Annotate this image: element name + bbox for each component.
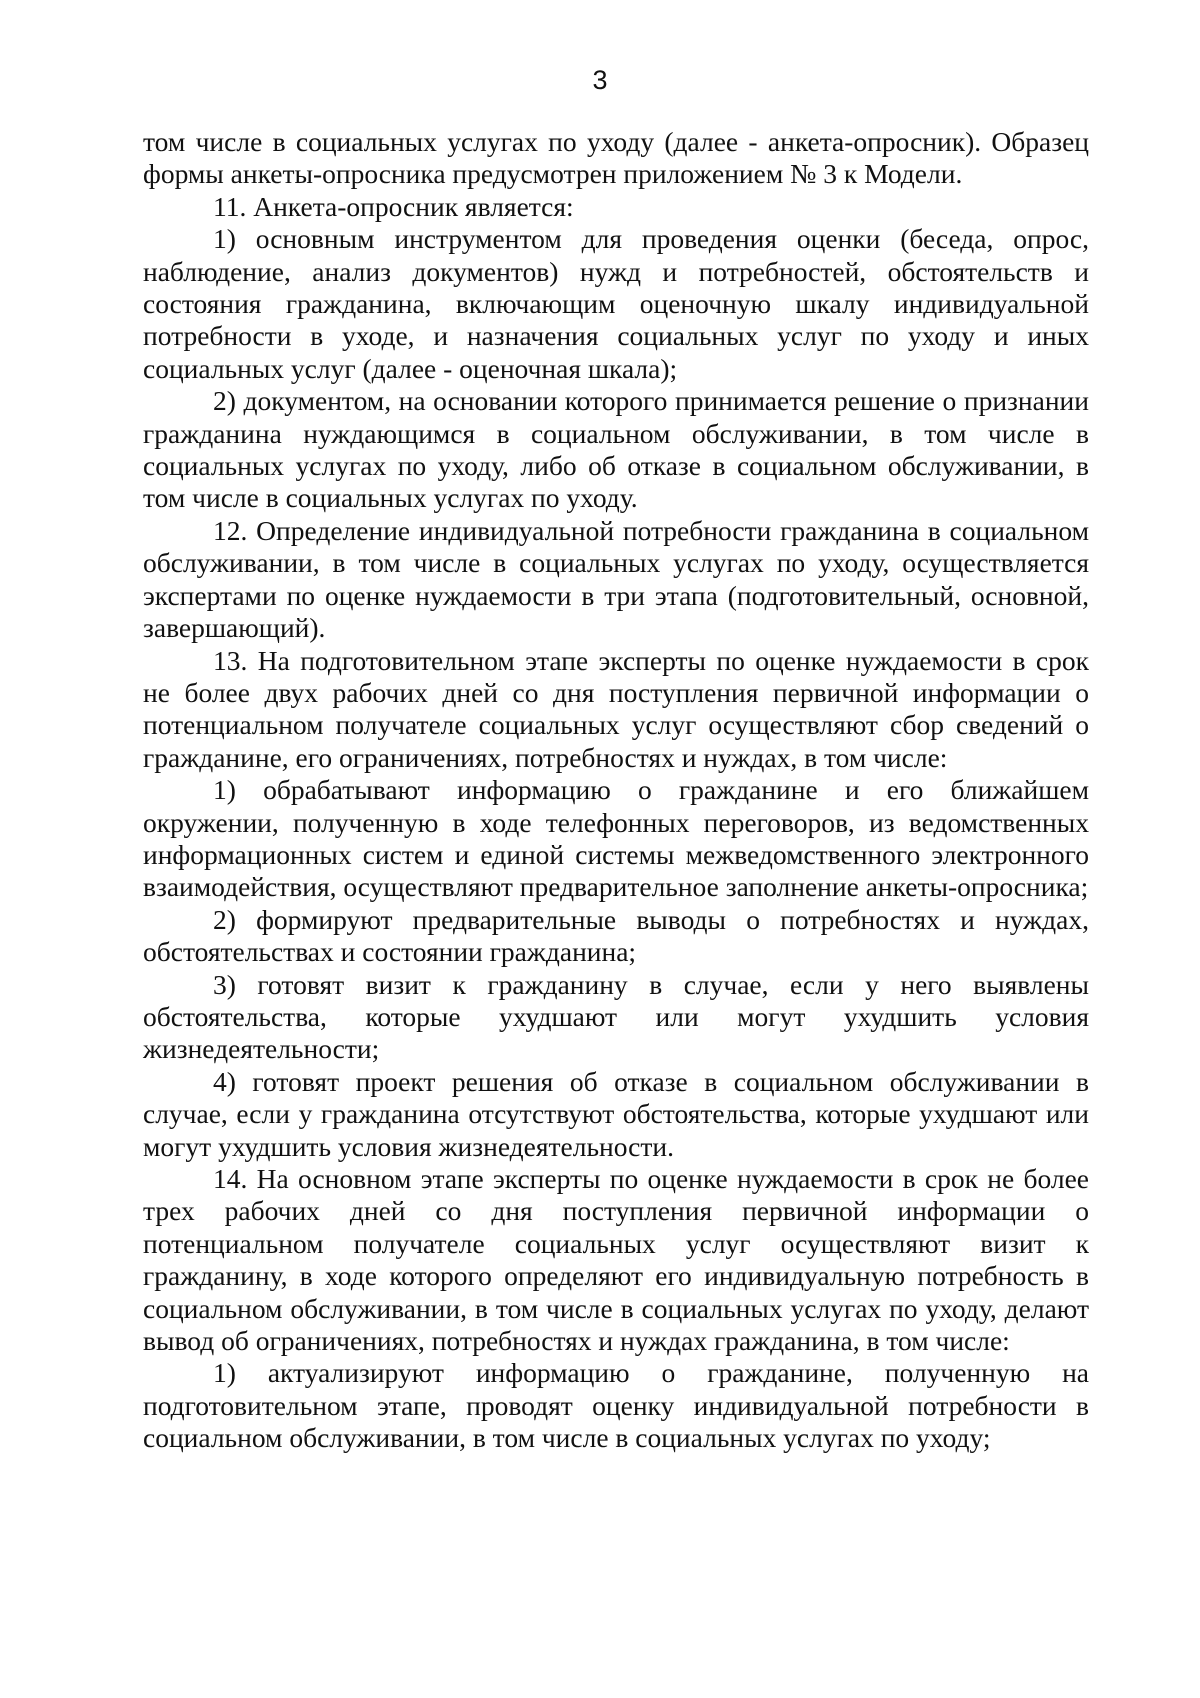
paragraph-14: 14. На основном этапе эксперты по оценке нуждаемости в срок не более трех рабочих дней со дня поступления первичной информации о потенциальном получателе социальных услуг осуществляют визит к гражданину, в ходе которого определяют его индивидуальную потребность в социальном обслуживании, в том числе в социальных услугах по уходу, делают вывод об ограничениях, потребностях и нуждах гражданина, в том числе:: [143, 1163, 1089, 1357]
paragraph-13-item-3: 3) готовят визит к гражданину в случае, если у него выявлены обстоятельства, которые ухудшают или могут ухудшить условия жизнедеятельности;: [143, 968, 1089, 1065]
paragraph-11-heading: 11. Анкета-опросник является:: [213, 190, 574, 222]
paragraph-14-item-1: 1) актуализируют информацию о гражданине, полученную на подготовительном этапе, проводят оценку индивидуальной потребности в социальном обслуживании, в том числе в социальных услугах по уходу;: [143, 1357, 1089, 1454]
document-body: [143, 126, 1089, 1455]
paragraph-13-item-4: 4) готовят проект решения об отказе в социальном обслуживании в случае, если у гражданина отсутствуют обстоятельства, которые ухудшают или могут ухудшить условия жизнедеятельности.: [143, 1065, 1089, 1162]
paragraph-13-item-2: 2) формируют предварительные выводы о потребностях и нуждах, обстоятельствах и состоянии гражданина;: [143, 903, 1089, 968]
paragraph-11-item-1: 1) основным инструментом для проведения оценки (беседа, опрос, наблюдение, анализ документов) нужд и потребностей, обстоятельств и состояния гражданина, включающим оценочную шкалу индивидуальной потребности в уходе, и назначения социальных услуг по уходу и иных социальных услуг (далее - оценочная шкала);: [143, 223, 1089, 384]
paragraph-13-item-1: 1) обрабатывают информацию о гражданине и его ближайшем окружении, полученную в ходе телефонных переговоров, из ведомственных информационных систем и единой системы межведомственного электронного взаимодействия, осуществляют предварительное заполнение анкеты-опросника;: [143, 774, 1089, 903]
paragraph-12: 12. Определение индивидуальной потребности гражданина в социальном обслуживании, в том числе в социальных услугах по уходу, осуществляется экспертами по оценке нуждаемости в три этапа (подготовительный, основной, завершающий).: [143, 514, 1089, 644]
paragraph-13: 13. На подготовительном этапе эксперты по оценке нуждаемости в срок не более двух рабочих дней со дня поступления первичной информации о потенциальном получателе социальных услуг осуществляют сбор сведений о гражданине, его ограничениях, потребностях и нуждах, в том числе:: [143, 644, 1089, 773]
page-number: 3: [592, 65, 608, 95]
paragraph-continuation: том числе в социальных услугах по уходу (далее - анкета-опросник). Образец формы анкеты-опросника предусмотрен приложением № 3 к Модели.: [143, 126, 1089, 190]
paragraph-11-item-2: 2) документом, на основании которого принимается решение о признании гражданина нуждающимся в социальном обслуживании, в том числе в социальных услугах по уходу, либо об отказе в социальном обслуживании, в том числе в социальных услугах по уходу.: [143, 385, 1089, 514]
